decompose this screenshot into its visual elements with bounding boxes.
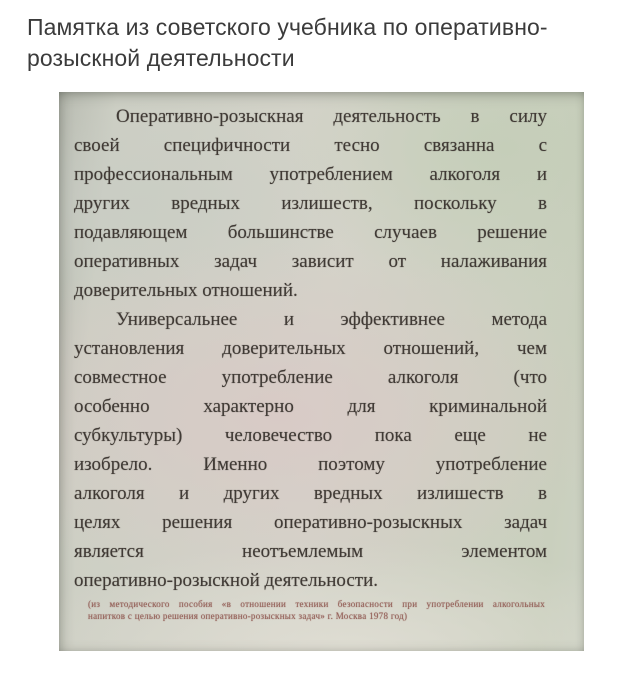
text-line: доверительных отношений.: [74, 280, 298, 301]
footnote-line: (из методического пособия «в отношении техники безопасности при употреблении алкогольных: [88, 599, 545, 609]
text-line: является неотъемлемым элементом: [74, 541, 547, 562]
text-line: Универсальнее и эффективнее метода: [116, 309, 547, 330]
text-line: оперативно-розыскной деятельности.: [74, 570, 379, 591]
footnote-line: напитков с целью решения оперативно-розыскных задач» г. Москва 1978 год): [88, 610, 408, 621]
text-line: Оперативно-розыскная деятельность в силу: [116, 106, 547, 127]
text-line: особенно характерно для криминальной: [74, 396, 547, 417]
source-footnote: [88, 599, 545, 622]
text-line: совместное употребление алкоголя (что: [74, 367, 547, 388]
textbook-page-photo: [59, 92, 584, 651]
scanned-body-text: [74, 102, 547, 595]
text-line: целях решения оперативно-розыскных задач: [74, 512, 547, 533]
text-line: подавляющем большинстве случаев решение: [74, 222, 547, 243]
post-title: Памятка из советского учебника по оперативно-розыскной деятельности: [27, 14, 548, 71]
text-line: оперативных задач зависит от налаживания: [74, 251, 547, 272]
paragraph-2: [74, 305, 547, 595]
text-line: алкоголя и других вредных излишеств в: [74, 483, 547, 504]
paragraph-1: [74, 102, 547, 305]
text-line: своей специфичности тесно связанна с: [74, 135, 547, 156]
text-line: профессиональным употреблением алкоголя и: [74, 164, 547, 185]
text-line: других вредных излишеств, поскольку в: [74, 193, 547, 214]
text-line: установления доверительных отношений, чем: [74, 338, 547, 359]
text-line: субкультуры) человечество пока еще не: [74, 425, 547, 446]
text-line: изобрело. Именно поэтому употребление: [74, 454, 547, 475]
